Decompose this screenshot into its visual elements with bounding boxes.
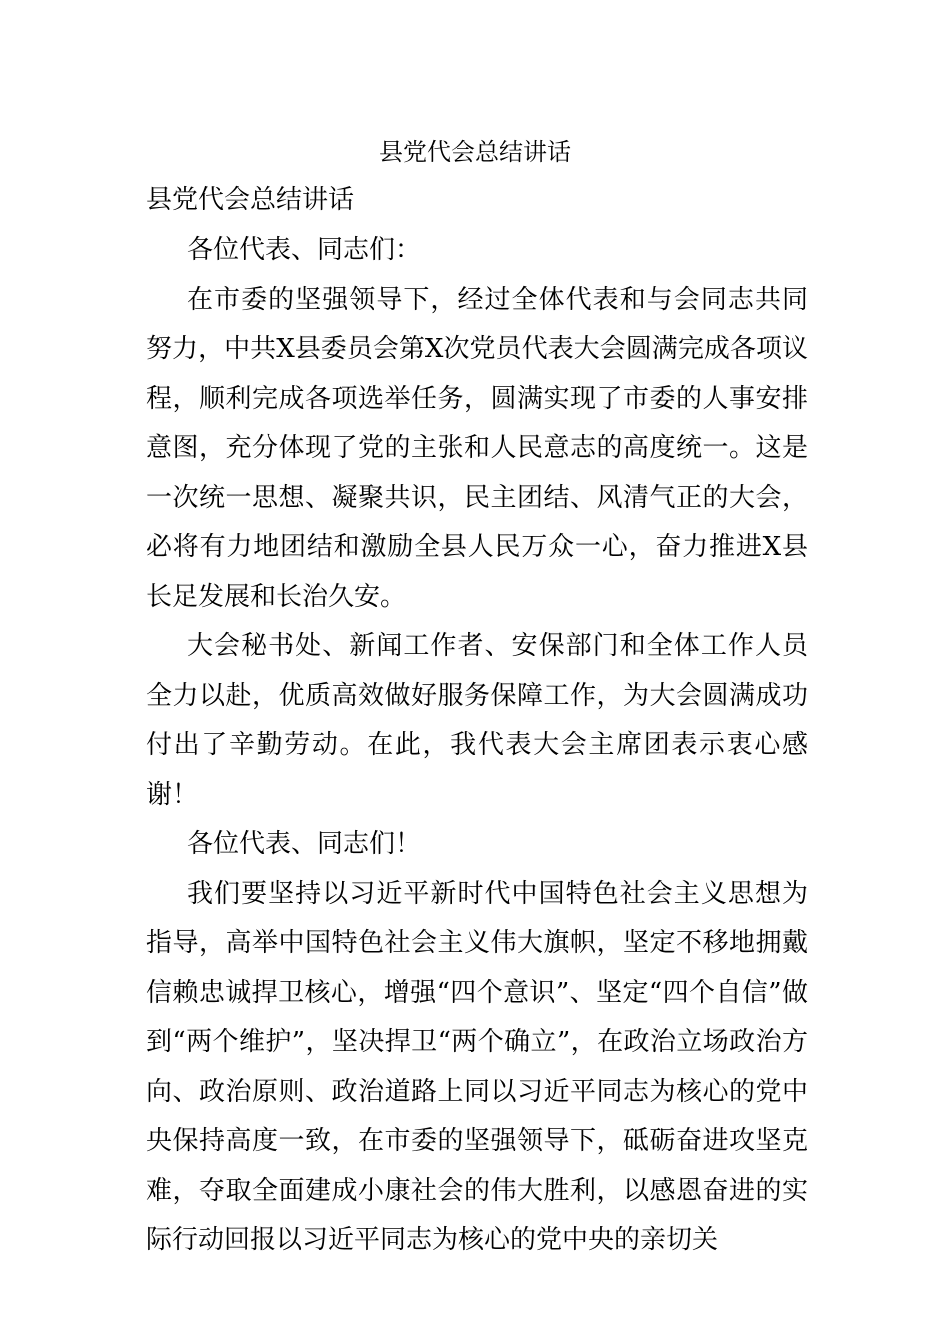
body-paragraph-1: 在市委的坚强领导下，经过全体代表和与会同志共同努力，中共X县委员会第X次党员代表大会圆满完成各项议程，顺利完成各项选举任务，圆满实现了市委的人事安排意图，充分体现了党的主张和人民意志的高度统一。这是一次统一思想、凝聚共识，民主团结、风清气正的大会，必将有力地团结和激励全县人民万众一心，奋力推进X县长足发展和长治久安。 — [146, 284, 808, 612]
body-paragraph-2: 大会秘书处、新闻工作者、安保部门和全体工作人员全力以赴，优质高效做好服务保障工作，为大会圆满成功付出了辛勤劳动。在此，我代表大会主席团表示衷心感谢！ — [146, 631, 808, 810]
body-paragraph-3: 我们要坚持以习近平新时代中国特色社会主义思想为指导，高举中国特色社会主义伟大旗帜，坚定不移地拥戴信赖忠诚捍卫核心，增强“四个意识”、坚定“四个自信”做到“两个维护”，坚决捍卫“两个确立”，在政治立场政治方向、政治原则、政治道路上同以习近平同志为核心的党中央保持高度一致，在市委的坚强领导下，砥砺奋进攻坚克难，夺取全面建成小康社会的伟大胜利，以感恩奋进的实际行动回报以习近平同志为核心的党中央的亲切关 — [146, 878, 808, 1255]
document-title: 县党代会总结讲话 — [379, 138, 571, 166]
salutation-paragraph: 各位代表、同志们： — [187, 235, 422, 265]
salutation-paragraph-2: 各位代表、同志们！ — [187, 829, 422, 859]
document-subtitle: 县党代会总结讲话 — [146, 185, 355, 215]
document-body — [146, 182, 808, 1266]
